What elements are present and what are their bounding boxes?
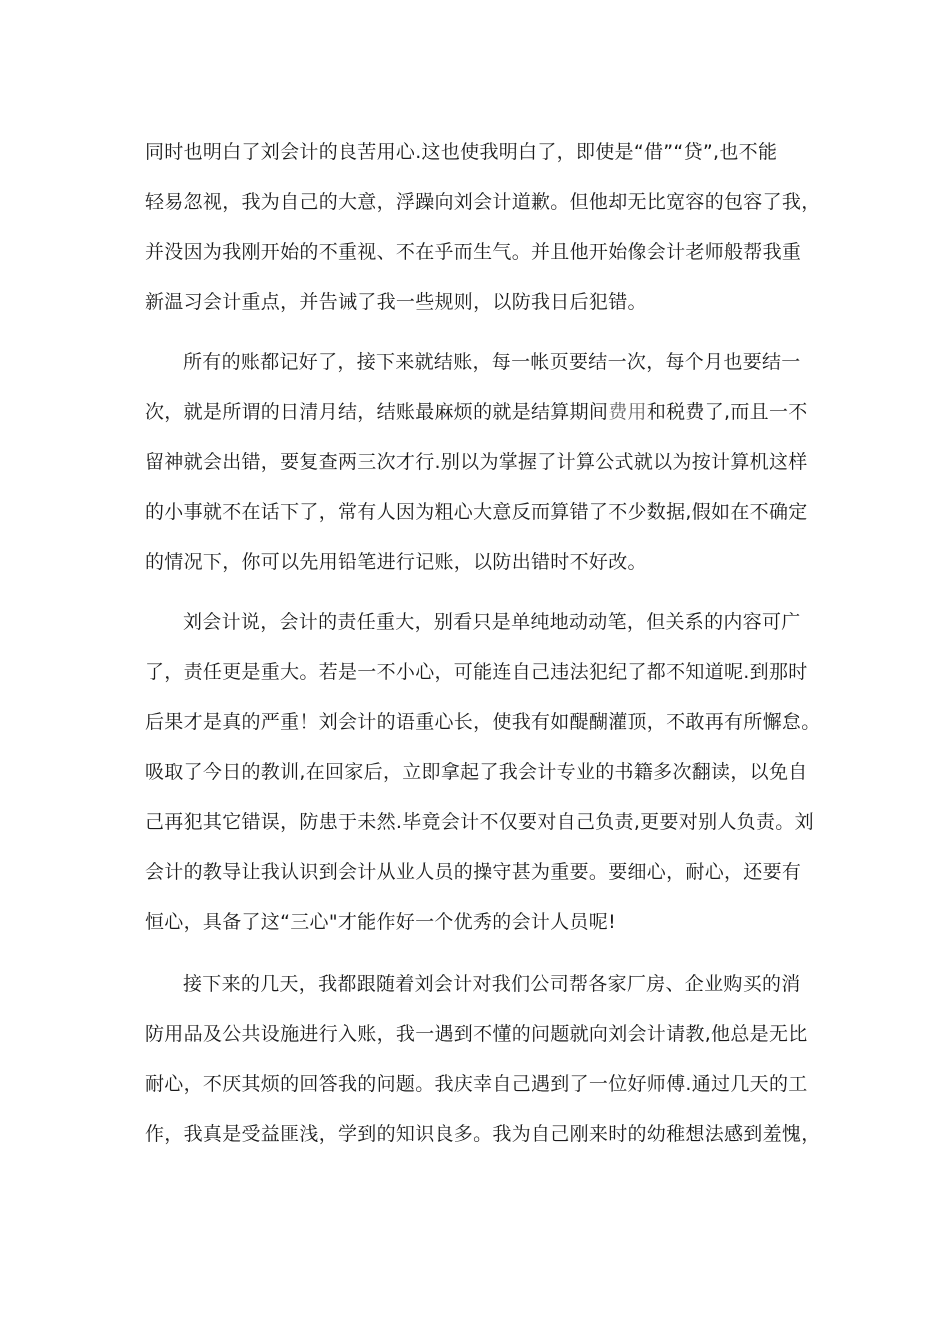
text-line: 吸取了今日的教训,在回家后，立即拿起了我会计专业的书籍多次翻读，以免自 (145, 761, 808, 783)
highlighted-term: 费用 (608, 401, 647, 423)
text-line: 己再犯其它错误，防患于未然.毕竟会计不仅要对自己负责,更要对别人负责。刘 (145, 811, 814, 833)
text-line: 刘会计说，会计的责任重大，别看只是单纯地动动笔，但关系的内容可广 (183, 611, 801, 633)
text-line: 作，我真是受益匪浅，学到的知识良多。我为自己刚来时的幼稚想法感到羞愧， (145, 1123, 821, 1145)
text-line: 同时也明白了刘会计的良苦用心.这也使我明白了，即使是“借”“贷”,也不能 (145, 141, 778, 163)
text-line: 新温习会计重点，并告诫了我一些规则，以防我日后犯错。 (145, 291, 647, 313)
text-line: 后果才是真的严重！刘会计的语重心长，使我有如醍醐灌顶，不敢再有所懈怠。 (145, 711, 821, 733)
text-line (145, 400, 808, 424)
text-line: 接下来的几天，我都跟随着刘会计对我们公司帮各家厂房、企业购买的消 (183, 973, 801, 995)
text-line: 恒心，具备了这“三心"才能作好一个优秀的会计人员呢! (145, 911, 617, 933)
text-line: 轻易忽视，我为自己的大意，浮躁向刘会计道歉。但他却无比宽容的包容了我， (145, 191, 821, 213)
text-segment: 次，就是所谓的日清月结，结账最麻烦的就是结算期间 (145, 401, 609, 423)
text-line: 会计的教导让我认识到会计从业人员的操守甚为重要。要细心，耐心，还要有 (145, 861, 802, 883)
text-line: 的情况下，你可以先用铅笔进行记账，以防出错时不好改。 (145, 551, 647, 573)
text-line: 了，责任更是重大。若是一不小心，可能连自己违法犯纪了都不知道呢.到那时 (145, 661, 808, 683)
text-line: 耐心，不厌其烦的回答我的问题。我庆幸自己遇到了一位好师傅.通过几天的工 (145, 1073, 808, 1095)
text-segment: 和税费了,而且一不 (646, 401, 808, 423)
text-line: 的小事就不在话下了，常有人因为粗心大意反而算错了不少数据,假如在不确定 (145, 501, 808, 523)
text-line: 留神就会出错，要复查两三次才行.别以为掌握了计算公式就以为按计算机这样 (145, 451, 808, 473)
text-line: 所有的账都记好了，接下来就结账，每一帐页要结一次，每个月也要结一 (183, 351, 801, 373)
text-line: 防用品及公共设施进行入账，我一遇到不懂的问题就向刘会计请教,他总是无比 (145, 1023, 808, 1045)
text-line: 并没因为我刚开始的不重视、不在乎而生气。并且他开始像会计老师般帮我重 (145, 241, 802, 263)
